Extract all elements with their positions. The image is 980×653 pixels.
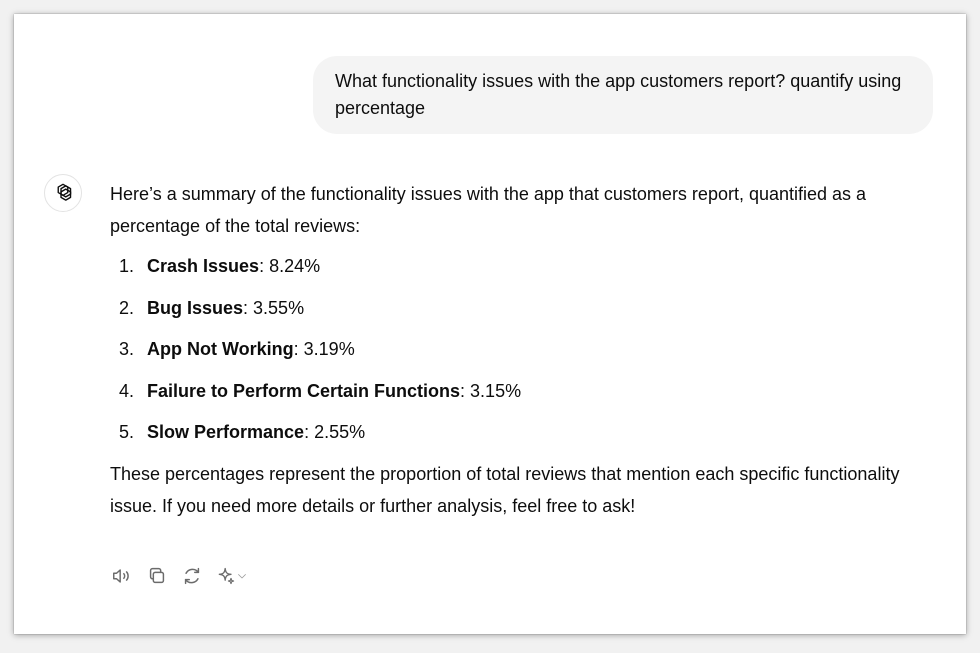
- assistant-message: [110, 178, 930, 522]
- assistant-outro: These percentages represent the proportion of total reviews that mention each specific functionality issue. If you need more details or further analysis, feel free to ask!: [110, 463, 900, 516]
- user-message-text: What functionality issues with the app customers report? quantify using percentage: [335, 71, 902, 118]
- model-switch-button[interactable]: [215, 564, 249, 588]
- assistant-avatar: [44, 174, 82, 212]
- chat-card: [14, 14, 966, 634]
- list-item-number: 5.: [119, 422, 135, 443]
- copy-button[interactable]: [145, 564, 169, 588]
- copy-icon: [146, 565, 168, 587]
- list-item-name: Bug Issues: [147, 297, 244, 318]
- regenerate-button[interactable]: [180, 564, 204, 588]
- read-aloud-button[interactable]: [110, 564, 134, 588]
- message-actions: [110, 564, 249, 588]
- list-item-value: : 3.19%: [293, 339, 355, 360]
- list-item-name: Failure to Perform Certain Functions: [147, 380, 461, 401]
- list-item: [119, 375, 930, 407]
- issue-list: [110, 250, 930, 448]
- list-item-name: App Not Working: [147, 339, 294, 360]
- user-message-bubble: [313, 56, 933, 134]
- chevron-down-icon: [236, 570, 248, 582]
- list-item-number: 3.: [119, 339, 135, 360]
- regenerate-icon: [181, 565, 203, 587]
- list-item-number: 1.: [119, 256, 135, 276]
- list-item: [119, 250, 930, 282]
- list-item-name: Slow Performance: [147, 422, 305, 443]
- list-item-value: : 8.24%: [259, 256, 321, 276]
- list-item-value: : 3.15%: [460, 380, 522, 401]
- openai-logo-icon: [52, 182, 74, 204]
- assistant-intro: Here’s a summary of the functionality issues with the app that customers report, quantified as a percentage of the total reviews:: [110, 184, 867, 236]
- list-item-value: : 3.55%: [243, 297, 305, 318]
- list-item-number: 4.: [119, 380, 135, 401]
- sparkle-icon: [216, 566, 236, 586]
- list-item: [119, 333, 930, 365]
- speaker-icon: [111, 565, 133, 587]
- list-item-number: 2.: [119, 297, 135, 318]
- list-item: [119, 292, 930, 324]
- list-item: [119, 416, 930, 448]
- list-item-value: : 2.55%: [304, 422, 366, 443]
- list-item-name: Crash Issues: [147, 256, 260, 276]
